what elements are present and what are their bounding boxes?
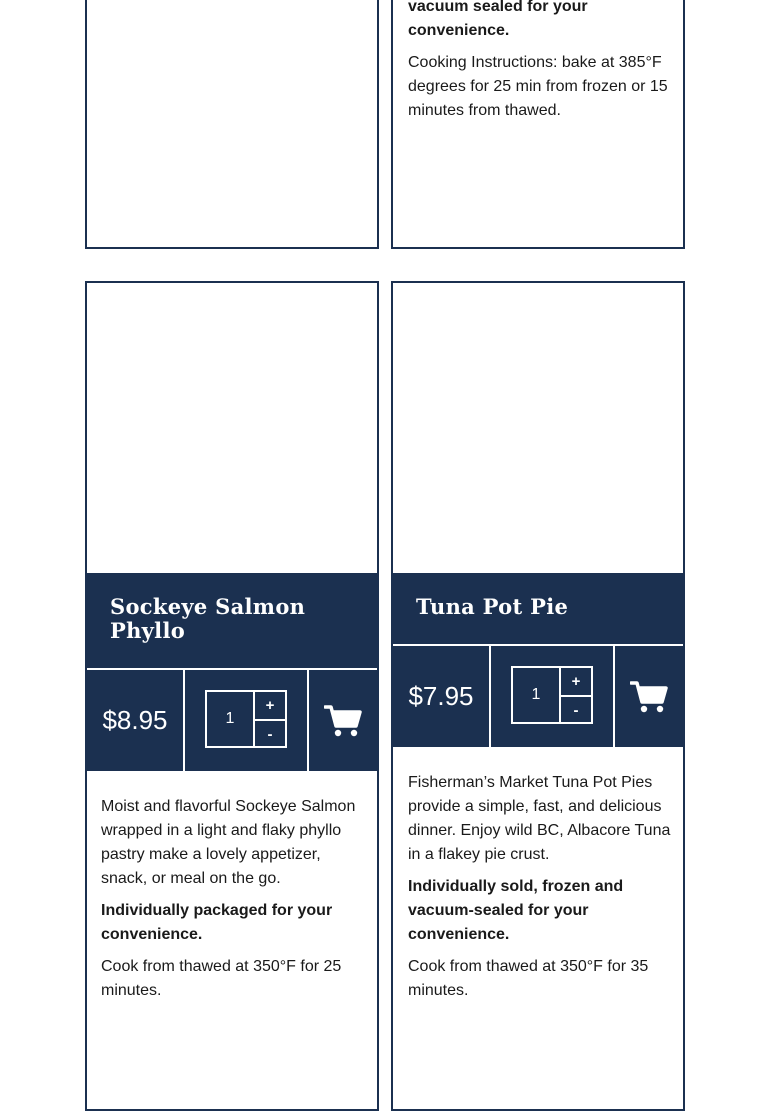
buy-row bbox=[393, 644, 683, 747]
product-image bbox=[393, 283, 683, 573]
cooking-instructions: Cook from thawed at 350°F for 25 minutes. bbox=[101, 958, 342, 999]
quantity-stepper bbox=[511, 666, 593, 724]
shopping-cart-icon bbox=[630, 680, 668, 714]
product-card-tuna-pot-pie bbox=[391, 281, 685, 1111]
product-card-sockeye-salmon-phyllo bbox=[85, 281, 379, 1111]
cooking-instructions: Cook from thawed at 350°F for 35 minutes. bbox=[408, 958, 649, 999]
packaging-note: Individually sold, frozen and vacuum-sealed for your convenience. bbox=[408, 878, 624, 943]
buy-row bbox=[87, 668, 377, 771]
product-description bbox=[408, 771, 672, 1011]
product-description bbox=[408, 0, 670, 131]
quantity-input[interactable]: 1 bbox=[513, 668, 561, 722]
product-image bbox=[87, 283, 377, 573]
quantity-stepper bbox=[205, 690, 287, 748]
product-description bbox=[101, 795, 363, 1011]
product-title-bar bbox=[87, 573, 377, 668]
add-to-cart-button[interactable] bbox=[615, 646, 683, 747]
quantity-selector bbox=[491, 646, 615, 747]
product-price: $7.95 bbox=[393, 646, 491, 747]
description-text: Fisherman’s Market Tuna Pot Pies provide a simple, fast, and delicious dinner. Enjoy wild BC, Albacore Tuna in a flakey pie crust. bbox=[408, 774, 671, 863]
product-card-top-right bbox=[391, 0, 685, 249]
product-card-top-left bbox=[85, 0, 379, 249]
quantity-selector bbox=[185, 670, 309, 771]
add-to-cart-button[interactable] bbox=[309, 670, 377, 771]
quantity-decrease-button[interactable]: - bbox=[573, 702, 579, 719]
quantity-increase-button[interactable]: + bbox=[255, 692, 285, 721]
product-title[interactable]: Tuna Pot Pie bbox=[416, 594, 569, 619]
quantity-increase-button[interactable]: + bbox=[561, 668, 591, 697]
packaging-note: Individually packaged for your convenience. bbox=[101, 902, 333, 943]
quantity-input[interactable]: 1 bbox=[207, 692, 255, 746]
quantity-decrease-button[interactable]: - bbox=[267, 726, 273, 743]
packaging-note: vacuum sealed for your convenience. bbox=[408, 0, 588, 39]
description-text: Moist and flavorful Sockeye Salmon wrapped in a light and flaky phyllo pastry make a lovely appetizer, snack, or meal on the go. bbox=[101, 798, 356, 887]
product-title-bar bbox=[393, 573, 683, 644]
product-title[interactable]: Sockeye Salmon Phyllo bbox=[110, 594, 306, 643]
cooking-instructions: Cooking Instructions: bake at 385°F degrees for 25 min from frozen or 15 minutes from thawed. bbox=[408, 54, 668, 119]
shopping-cart-icon bbox=[324, 704, 362, 738]
product-price: $8.95 bbox=[87, 670, 185, 771]
